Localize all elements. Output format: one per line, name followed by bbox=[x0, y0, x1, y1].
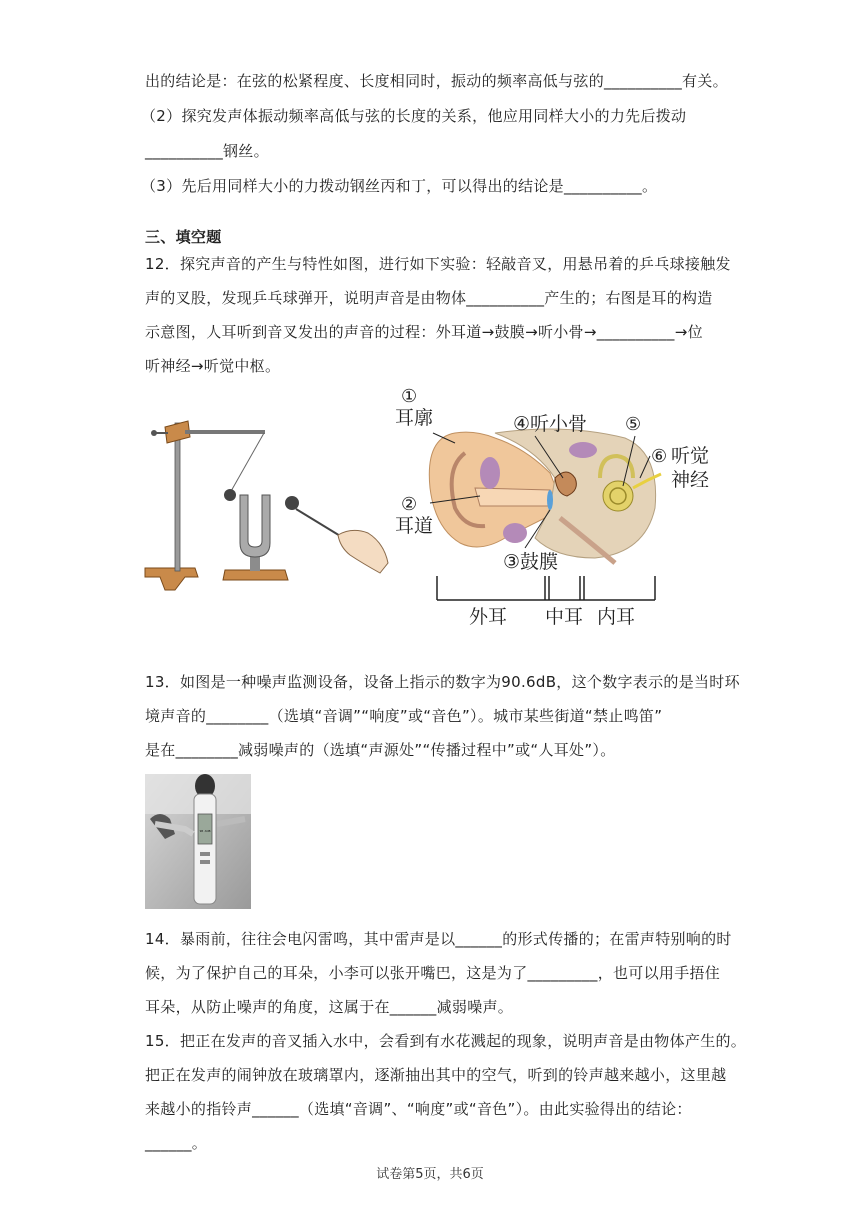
q14-line-2: 候，为了保护自己的耳朵，小李可以张开嘴巴，这是为了_________，也可以用手捂住 bbox=[145, 964, 721, 982]
label-5: ⑤ bbox=[625, 414, 642, 435]
q15-line-1: 15．把正在发声的音叉插入水中，会看到有水花溅起的现象，说明声音是由物体产生的。 bbox=[145, 1032, 747, 1050]
q14-line-1: 14．暴雨前，往往会电闪雷鸣，其中雷声是以______的形式传播的；在雷声特别响的时 bbox=[145, 930, 732, 948]
q13-line-3: 是在________减弱噪声的（选填“声源处”“传播过程中”或“人耳处”）。 bbox=[145, 741, 616, 759]
q14-line-3: 耳朵，从防止噪声的角度，这属于在______减弱噪声。 bbox=[145, 998, 514, 1016]
label-1-num: ① bbox=[401, 386, 418, 407]
label-4: ④听小骨 bbox=[513, 413, 588, 435]
text-line-3: __________钢丝。 bbox=[145, 142, 269, 160]
label-2-num: ② bbox=[401, 494, 418, 515]
label-2-text: 耳道 bbox=[395, 515, 434, 537]
label-3: ③鼓膜 bbox=[503, 551, 559, 573]
outer-ear-label: 外耳 bbox=[469, 606, 508, 628]
q12-line-3: 示意图，人耳听到音叉发出的声音的过程：外耳道→鼓膜→听小骨→__________→位 bbox=[145, 323, 703, 341]
middle-ear-label: 中耳 bbox=[545, 606, 584, 628]
ear-structure-diagram bbox=[385, 378, 725, 638]
text-line-1: 出的结论是：在弦的松紧程度、长度相同时，振动的频率高低与弦的__________有关。 bbox=[145, 72, 728, 90]
q15-line-4: ______。 bbox=[145, 1134, 208, 1152]
q12-line-1: 12．探究声音的产生与特性如图，进行如下实验：轻敲音叉，用悬吊着的乒乓球接触发 bbox=[145, 255, 731, 273]
label-6-text-2: 神经 bbox=[671, 469, 710, 491]
tuning-fork-figure bbox=[140, 405, 395, 595]
label-1-text: 耳廓 bbox=[395, 407, 434, 429]
q15-line-2: 把正在发声的闹钟放在玻璃罩内，逐渐抽出其中的空气，听到的铃声越来越小，这里越 bbox=[145, 1066, 727, 1084]
meter-display: 90.6dB bbox=[199, 829, 211, 833]
q12-line-4: 听神经→听觉中枢。 bbox=[145, 357, 281, 375]
label-6-num: ⑥ bbox=[651, 446, 668, 467]
section-heading: 三、填空题 bbox=[145, 228, 222, 246]
q15-line-3: 来越小的指铃声______（选填“音调”、“响度”或“音色”）。由此实验得出的结论： bbox=[145, 1100, 692, 1118]
page-footer: 试卷第5页，共6页 bbox=[376, 1167, 484, 1182]
inner-ear-label: 内耳 bbox=[597, 606, 636, 628]
q12-line-2: 声的叉股，发现乒乓球弹开，说明声音是由物体__________产生的；右图是耳的构造 bbox=[145, 289, 713, 307]
text-line-4: （3）先后用同样大小的力拨动钢丝丙和丁，可以得出的结论是__________。 bbox=[141, 177, 658, 195]
q13-line-1: 13．如图是一种噪声监测设备，设备上指示的数字为90.6dB，这个数字表示的是当时环 bbox=[145, 673, 740, 691]
text-line-2: （2）探究发声体振动频率高低与弦的长度的关系，他应用同样大小的力先后拨动 bbox=[141, 107, 687, 125]
q13-line-2: 境声音的________（选填“音调”“响度”或“音色”）。城市某些街道“禁止鸣笛” bbox=[145, 707, 663, 725]
noise-meter-photo bbox=[145, 774, 251, 909]
label-6-text-1: 听觉 bbox=[671, 445, 710, 467]
